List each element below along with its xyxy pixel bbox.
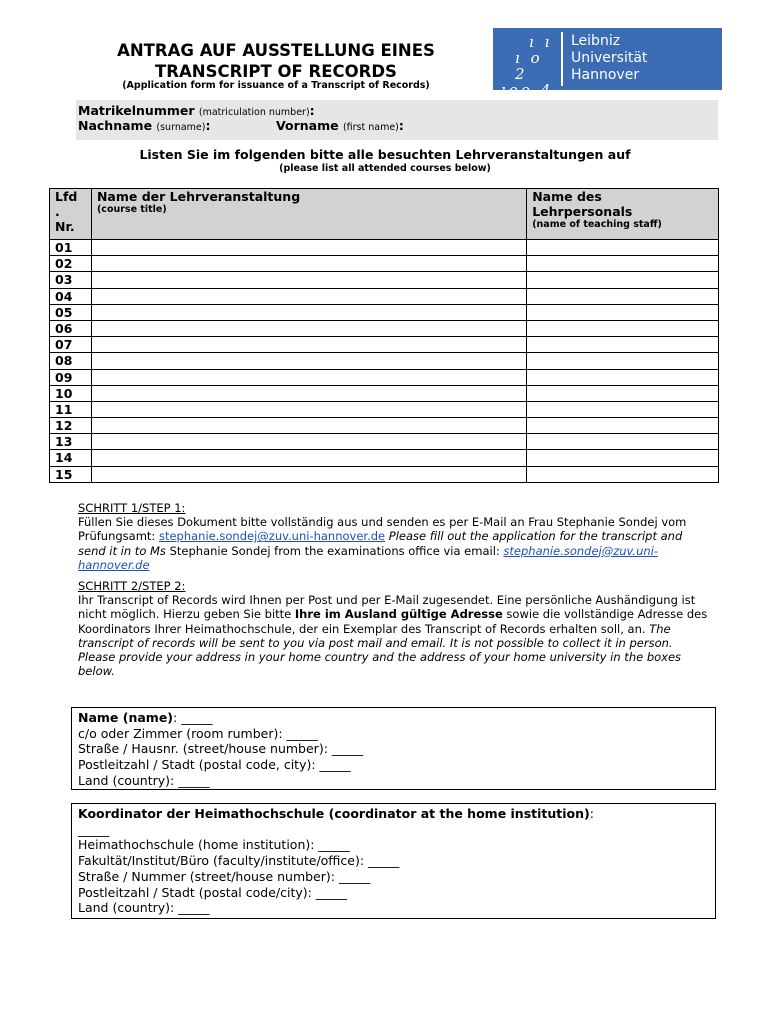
vorname-colon: : bbox=[398, 118, 404, 133]
col-staff-line-1: Name des bbox=[532, 189, 602, 204]
step-2-heading: SCHRITT 2/STEP 2: bbox=[78, 579, 186, 593]
row-number: 01 bbox=[50, 240, 92, 256]
table-row bbox=[50, 353, 719, 369]
step-2-body bbox=[78, 593, 708, 678]
row-number: 15 bbox=[50, 466, 92, 482]
logo-mark-row-2: ı o 2 bbox=[515, 49, 543, 83]
courses-header-row bbox=[50, 189, 719, 240]
email-link-2[interactable]: stephanie.sondej@zuv.uni-hannover.de bbox=[78, 543, 659, 572]
course-title-cell[interactable] bbox=[91, 288, 526, 304]
coordinator-heading-line bbox=[78, 806, 709, 822]
table-row bbox=[50, 385, 719, 401]
nachname-label: Nachname bbox=[78, 118, 153, 133]
table-row bbox=[50, 466, 719, 482]
table-row bbox=[50, 434, 719, 450]
course-title-cell[interactable] bbox=[91, 450, 526, 466]
logo-mark bbox=[501, 33, 559, 99]
vorname-line bbox=[276, 118, 404, 133]
course-title-cell[interactable] bbox=[91, 353, 526, 369]
teaching-staff-cell[interactable] bbox=[527, 369, 719, 385]
course-title-cell[interactable] bbox=[91, 466, 526, 482]
step-1-text-de: Füllen Sie dieses Dokument bitte vollständig aus und senden es per E-Mail an Frau Stephanie Sondej vom Prüfungsamt: bbox=[78, 515, 687, 544]
logo-separator bbox=[561, 32, 563, 86]
teaching-staff-cell[interactable] bbox=[527, 450, 719, 466]
row-number: 09 bbox=[50, 369, 92, 385]
course-title-cell[interactable] bbox=[91, 401, 526, 417]
table-row bbox=[50, 304, 719, 320]
title-line-2: TRANSCRIPT OF RECORDS bbox=[155, 62, 397, 81]
col-course-sub: (course title) bbox=[96, 204, 167, 215]
teaching-staff-cell[interactable] bbox=[527, 466, 719, 482]
coordinator-heading: Koordinator der Heimathochschule (coordinator at the home institution) bbox=[78, 806, 590, 821]
nachname-colon: : bbox=[205, 118, 211, 133]
nachname-label-en: (surname) bbox=[156, 122, 206, 133]
nachname-line bbox=[78, 118, 210, 133]
address-postal-line: Postleitzahl / Stadt (postal code, city): _____ bbox=[78, 757, 351, 773]
course-title-cell[interactable] bbox=[91, 256, 526, 272]
table-row bbox=[50, 450, 719, 466]
course-title-cell[interactable] bbox=[91, 304, 526, 320]
logo-line-1: Leibniz bbox=[571, 33, 621, 49]
teaching-staff-cell[interactable] bbox=[527, 385, 719, 401]
logo-name bbox=[571, 33, 647, 84]
address-co-line: c/o oder Zimmer (room rumber): _____ bbox=[78, 725, 318, 741]
course-title-cell[interactable] bbox=[91, 240, 526, 256]
address-country-line: Land (country): _____ bbox=[78, 772, 210, 788]
step-2-bold-text: Ihre im Ausland gültige Adresse bbox=[294, 607, 503, 622]
coordinator-box[interactable] bbox=[71, 803, 716, 919]
teaching-staff-cell[interactable] bbox=[527, 256, 719, 272]
matrikel-colon: : bbox=[309, 103, 315, 118]
address-name-line bbox=[78, 710, 709, 726]
col-course-header bbox=[91, 189, 526, 240]
teaching-staff-cell[interactable] bbox=[527, 401, 719, 417]
coordinator-country-line: Land (country): _____ bbox=[78, 900, 210, 916]
row-number: 12 bbox=[50, 418, 92, 434]
teaching-staff-cell[interactable] bbox=[527, 272, 719, 288]
home-address-box[interactable] bbox=[71, 707, 716, 790]
step-1 bbox=[78, 501, 708, 572]
matrikel-label: Matrikelnummer bbox=[78, 103, 195, 118]
step-1-heading: SCHRITT 1/STEP 1: bbox=[78, 501, 186, 515]
step-2-text-de: Ihr Transcript of Records wird Ihnen per Post und per E-Mail zugesendet. Eine persönliche Aushändigung ist nicht möglich. Hierzu geben Sie bitte bbox=[78, 593, 696, 622]
teaching-staff-cell[interactable] bbox=[527, 337, 719, 353]
form-subtitle: (Application form for issuance of a Transcript of Records) bbox=[122, 80, 430, 91]
col-staff-header bbox=[527, 189, 719, 240]
col-course-title: Name der Lehrveranstaltung bbox=[96, 189, 301, 204]
table-row bbox=[50, 272, 719, 288]
row-number: 10 bbox=[50, 385, 92, 401]
table-row bbox=[50, 418, 719, 434]
logo-line-2: Universität bbox=[571, 50, 648, 66]
row-number: 11 bbox=[50, 401, 92, 417]
teaching-staff-cell[interactable] bbox=[527, 320, 719, 336]
step-2 bbox=[78, 579, 708, 678]
teaching-staff-cell[interactable] bbox=[527, 304, 719, 320]
step-1-text-en: Please fill out the application for the transcript and send it in to Ms bbox=[78, 529, 683, 558]
course-title-cell[interactable] bbox=[91, 337, 526, 353]
coordinator-faculty-line: Fakultät/Institut/Büro (faculty/institute/office): _____ bbox=[78, 853, 400, 869]
row-number: 02 bbox=[50, 256, 92, 272]
col-staff-sub: (name of teaching staff) bbox=[532, 219, 662, 230]
table-row bbox=[50, 401, 719, 417]
form-title bbox=[78, 40, 474, 82]
courses-table bbox=[49, 188, 719, 483]
logo-line-3: Hannover bbox=[571, 67, 640, 83]
course-title-cell[interactable] bbox=[91, 434, 526, 450]
step-1-text-en-2: Stephanie Sondej from the examinations office via email: bbox=[169, 543, 504, 558]
col-staff-line-2: Lehrpersonals bbox=[532, 204, 633, 219]
table-row bbox=[50, 288, 719, 304]
logo-mark-row-1: ı ı bbox=[529, 33, 553, 51]
row-number: 03 bbox=[50, 272, 92, 288]
row-number: 04 bbox=[50, 288, 92, 304]
course-list-instruction-en: (please list all attended courses below) bbox=[279, 163, 491, 174]
logo-mark-row-3: ıoo 4 bbox=[501, 81, 554, 99]
step-1-body bbox=[78, 515, 708, 572]
table-row bbox=[50, 320, 719, 336]
step-2-text-en: The transcript of records will be sent to you via post mail and email. It is not possible to collect it in person. Please provide your address in your home country and the address of your home university in the boxes below. bbox=[78, 621, 682, 679]
row-number: 14 bbox=[50, 450, 92, 466]
col-number-line-3: Nr. bbox=[55, 219, 75, 234]
step-2-text-de-2: sowie die vollständige Adresse des Koordinators Ihrer Heimathochschule, der ein Exemplar des Transcript of Records erhalten soll, an. bbox=[78, 607, 708, 636]
col-number-line-2: . bbox=[55, 204, 60, 219]
email-link-1[interactable]: stephanie.sondej@zuv.uni-hannover.de bbox=[158, 529, 386, 544]
table-row bbox=[50, 240, 719, 256]
address-name-label: Name (name) bbox=[78, 710, 174, 725]
coordinator-institution-line: Heimathochschule (home institution): _____ bbox=[78, 837, 350, 853]
vorname-label-en: (first name) bbox=[342, 122, 399, 133]
title-line-1: ANTRAG AUF AUSSTELLUNG EINES bbox=[117, 41, 435, 60]
teaching-staff-cell[interactable] bbox=[527, 434, 719, 450]
address-street-line: Straße / Hausnr. (street/house number): _____ bbox=[78, 741, 364, 757]
col-number-header bbox=[50, 189, 92, 240]
university-logo bbox=[493, 28, 722, 99]
course-list-instruction: Listen Sie im folgenden bitte alle besuchten Lehrveranstaltungen auf bbox=[139, 147, 631, 162]
course-title-cell[interactable] bbox=[91, 418, 526, 434]
course-title-cell[interactable] bbox=[91, 385, 526, 401]
col-number-line-1: Lfd bbox=[55, 189, 78, 204]
matrikel-line bbox=[78, 103, 315, 118]
vorname-label: Vorname bbox=[276, 118, 339, 133]
course-title-cell[interactable] bbox=[91, 272, 526, 288]
table-row bbox=[50, 337, 719, 353]
teaching-staff-cell[interactable] bbox=[527, 418, 719, 434]
course-title-cell[interactable] bbox=[91, 320, 526, 336]
coordinator-postal-line: Postleitzahl / Stadt (postal code/city): _____ bbox=[78, 884, 348, 900]
row-number: 07 bbox=[50, 337, 92, 353]
table-row bbox=[50, 256, 719, 272]
course-title-cell[interactable] bbox=[91, 369, 526, 385]
teaching-staff-cell[interactable] bbox=[527, 288, 719, 304]
matrikel-label-en: (matriculation number) bbox=[198, 107, 310, 118]
coordinator-street-line: Straße / Nummer (street/house number): _____ bbox=[78, 868, 371, 884]
row-number: 08 bbox=[50, 353, 92, 369]
row-number: 06 bbox=[50, 320, 92, 336]
coordinator-blank-line: _____ bbox=[78, 821, 110, 837]
teaching-staff-cell[interactable] bbox=[527, 353, 719, 369]
coordinator-heading-colon: : bbox=[589, 806, 594, 821]
table-row bbox=[50, 369, 719, 385]
address-name-blank: : _____ bbox=[173, 710, 213, 725]
row-number: 05 bbox=[50, 304, 92, 320]
row-number: 13 bbox=[50, 434, 92, 450]
teaching-staff-cell[interactable] bbox=[527, 240, 719, 256]
